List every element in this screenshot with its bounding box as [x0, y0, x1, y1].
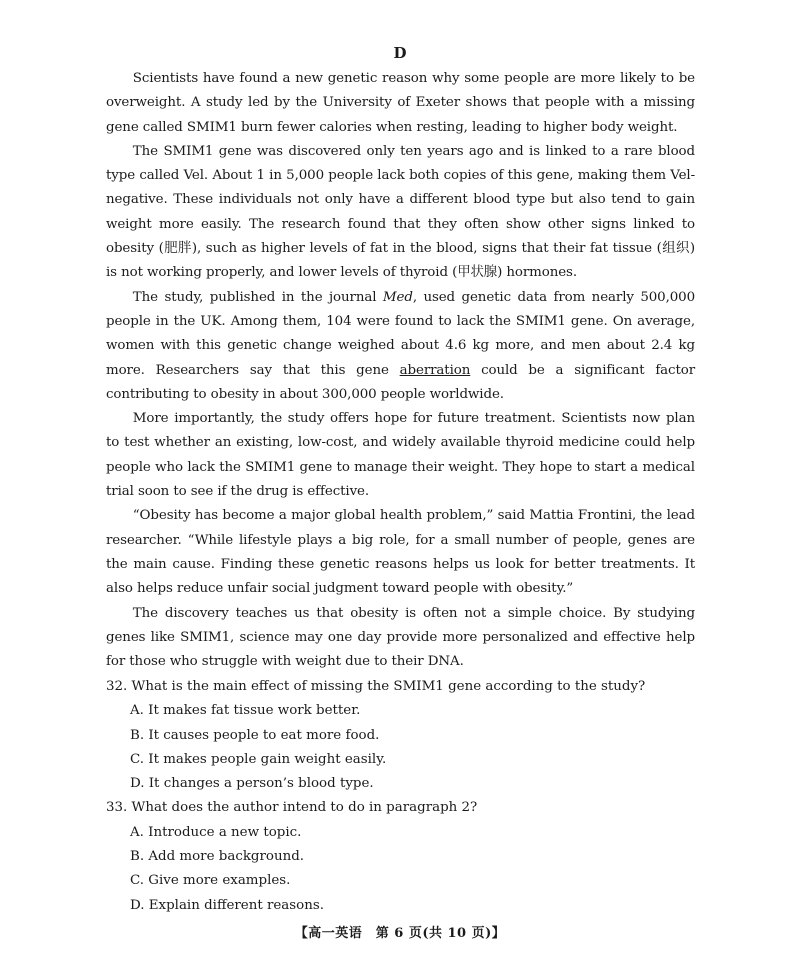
question-33-option-b: B. Add more background.: [130, 849, 305, 865]
underlined-word: aberration: [399, 362, 471, 378]
question-32-option-d: D. It changes a person’s blood type.: [130, 776, 374, 792]
question-33-option-d: D. Explain different reasons.: [130, 897, 324, 913]
reading-passage: [106, 67, 695, 674]
question-32-stem: 32. What is the main effect of missing the SMIM1 gene according to the study?: [106, 679, 646, 694]
paragraph-1: Scientists have found a new genetic reason why some people are more likely to be overweight. A study led by the University of Exeter shows that people with a missing gene called SMIM1 burn fewer calories when resting, leading to higher body weight.: [106, 71, 695, 135]
section-title: D: [393, 44, 407, 62]
paragraph-2: The SMIM1 gene was discovered only ten years ago and is linked to a rare blood type called Vel. About 1 in 5,000 people lack both copies of this gene, making them Vel-negative. These individuals not only have a different blood type but also tend to gain weight more easily. The research found that they often show other signs linked to obesity (肥胖), such as higher levels of fat in the blood, signs that their fat tissue (组织) is not working properly, and lower levels of thyroid (甲状腺) hormones.: [106, 143, 695, 281]
question-32-option-c: C. It makes people gain weight easily.: [130, 751, 387, 767]
paragraph-3-before: The study, published in the journal: [132, 289, 383, 305]
paragraph-4: More importantly, the study offers hope for future treatment. Scientists now plan to test whether an existing, low-cost, and widely available thyroid medicine could help people who lack the SMIM1 gene to manage their weight. They hope to start a medical trial soon to see if the drug is effective.: [106, 411, 695, 500]
paragraph-5: “Obesity has become a major global health problem,” said Mattia Frontini, the lead researcher. “While lifestyle plays a big role, for a small number of people, genes are the main cause. Finding these genetic reasons helps us look for better treatments. It also helps reduce unfair social judgment toward people with obesity.”: [106, 508, 695, 597]
paragraph-6: The discovery teaches us that obesity is often not a simple choice. By studying genes like SMIM1, science may one day provide more personalized and effective help for those who struggle with weight due to their DNA.: [106, 605, 695, 670]
journal-name: Med: [382, 289, 413, 305]
question-list: [106, 675, 706, 918]
question-32-option-a: A. It makes fat tissue work better.: [130, 703, 361, 719]
paragraph-3-middle: , used genetic data from nearly 500,000 people in the UK. Among them, 104 were found to lack the SMIM1 gene. On average, women with this genetic change weighed about 4.6 kg more, and men about 2.4 kg more. Researchers say that this gene: [106, 289, 695, 378]
question-32-option-b: B. It causes people to eat more food.: [130, 727, 380, 743]
paragraph-3-after: could be a significant factor contributing to obesity in about 300,000 people worldwide.: [106, 362, 695, 402]
question-33-option-c: C. Give more examples.: [130, 873, 291, 889]
question-33-option-a: A. Introduce a new topic.: [130, 824, 302, 840]
page-footer: 【高一英语 第 6 页(共 10 页)】: [294, 926, 506, 941]
paragraph-3: [106, 286, 695, 407]
question-33-stem: 33. What does the author intend to do in paragraph 2?: [106, 800, 478, 816]
